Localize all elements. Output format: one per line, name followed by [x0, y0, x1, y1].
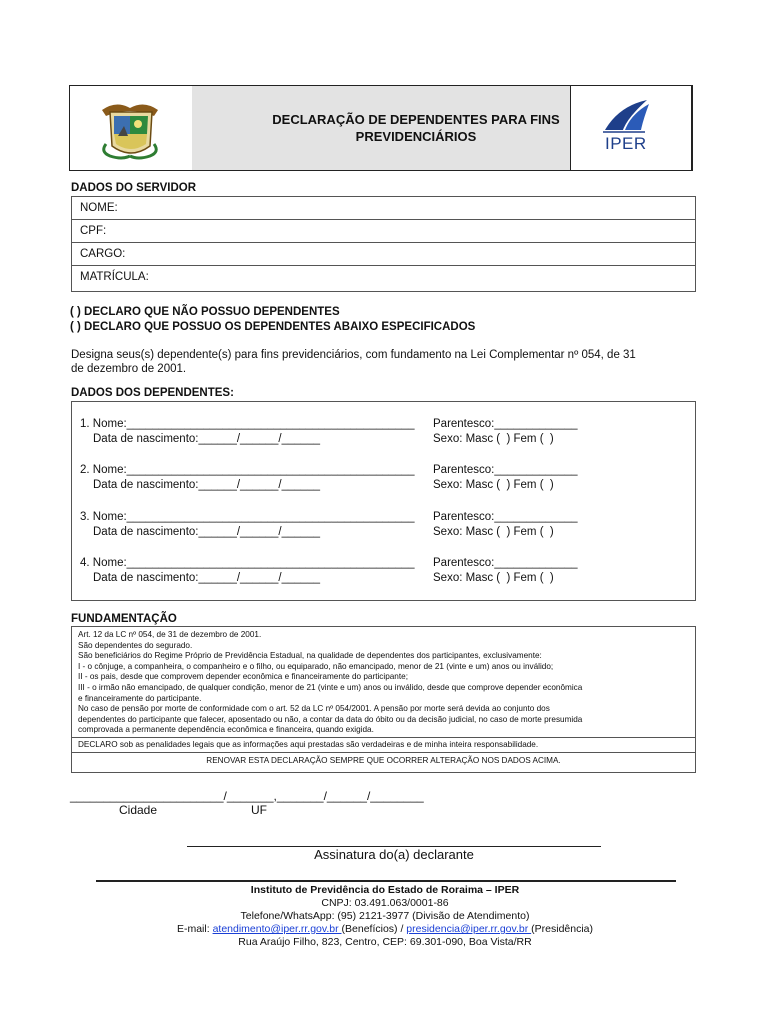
dependente-2-nome[interactable]: 2. Nome:_____________________________________________ — [80, 464, 415, 476]
fund-declaro: DECLARO sob as penalidades legais que as informações aqui prestadas são verdadeiras e de minha inteira responsabilidade. — [78, 740, 539, 749]
fund-line: II - os pais, desde que comprovem depender econômica e financeiramente do participante; — [78, 672, 408, 682]
fund-separator — [72, 737, 695, 738]
declaro-nao-possuo[interactable]: ( ) DECLARO QUE NÃO POSSUO DEPENDENTES — [70, 306, 340, 318]
servidor-section-title: DADOS DO SERVIDOR — [71, 182, 197, 194]
fund-separator — [72, 752, 695, 753]
uf-label: UF — [251, 803, 267, 817]
coat-of-arms-icon — [70, 86, 192, 170]
servidor-box — [71, 196, 696, 292]
fund-renovar: RENOVAR ESTA DECLARAÇÃO SEMPRE QUE OCORRER ALTERAÇÃO NOS DADOS ACIMA. — [206, 756, 561, 765]
dependente-3-nome[interactable]: 3. Nome:_____________________________________________ — [80, 511, 415, 523]
signature-label: Assinatura do(a) declarante — [314, 847, 474, 862]
fundamentacao-box — [71, 626, 696, 773]
footer-institute: Instituto de Previdência do Estado de Roraima – IPER — [250, 884, 520, 896]
fund-line: São beneficiários do Regime Próprio de Previdência Estadual, na qualidade de dependentes dos participantes, exclusivamente: — [78, 651, 542, 661]
footer-endereco: Rua Araújo Filho, 823, Centro, CEP: 69.301-090, Boa Vista/RR — [238, 936, 532, 948]
iper-logo-text: IPER — [605, 134, 647, 153]
email-presidencia-link[interactable]: presidencia@iper.rr.gov.br — [406, 923, 532, 935]
fundamentacao-text — [78, 630, 690, 736]
email-atendimento-link[interactable]: atendimento@iper.rr.gov.br — [212, 923, 342, 935]
dependente-3-nascimento[interactable]: Data de nascimento:______/______/______ — [93, 526, 320, 538]
dependente-4-nome[interactable]: 4. Nome:_____________________________________________ — [80, 557, 415, 569]
field-cargo[interactable]: CARGO: — [72, 243, 695, 266]
email2-suffix: (Presidência) — [531, 923, 594, 935]
dependentes-section-title: DADOS DOS DEPENDENTES: — [71, 387, 234, 399]
footer-cnpj: CNPJ: 03.491.063/0001-86 — [321, 897, 449, 909]
title-line-1: DECLARAÇÃO DE DEPENDENTES PARA FINS — [272, 112, 560, 127]
field-cpf[interactable]: CPF: — [72, 220, 695, 243]
fund-line: e financeiramente do participante. — [78, 693, 202, 703]
dependente-3-sexo[interactable]: Sexo: Masc ( ) Fem ( ) — [433, 526, 554, 538]
title-line-2: PREVIDENCIÁRIOS — [355, 129, 477, 144]
fund-line: dependentes do participante que falecer, aposentado ou não, a contar da data do óbito ou da decisão judicial, no caso de morte presumida — [78, 714, 583, 724]
dependente-4-nascimento[interactable]: Data de nascimento:______/______/______ — [93, 572, 320, 584]
footer-rule — [96, 880, 676, 882]
email1-suffix: (Benefícios) / — [341, 923, 407, 935]
dependente-2-sexo[interactable]: Sexo: Masc ( ) Fem ( ) — [433, 479, 554, 491]
designa-line-2: de dezembro de 2001. — [71, 363, 187, 375]
field-matricula[interactable]: MATRÍCULA: — [80, 271, 149, 283]
dependente-1-sexo[interactable]: Sexo: Masc ( ) Fem ( ) — [433, 433, 554, 445]
iper-logo — [597, 98, 669, 160]
footer — [80, 884, 690, 949]
declaro-possuo[interactable]: ( ) DECLARO QUE POSSUO OS DEPENDENTES ABAIXO ESPECIFICADOS — [70, 321, 476, 333]
dependente-4-sexo[interactable]: Sexo: Masc ( ) Fem ( ) — [433, 572, 554, 584]
fund-line: Art. 12 da LC nº 054, de 31 de dezembro de 2001. — [78, 630, 262, 639]
footer-email — [80, 923, 690, 936]
dependente-1-parentesco[interactable]: Parentesco:_____________ — [433, 418, 578, 430]
fund-line: I - o cônjuge, a companheira, o companheiro e o filho, ou equiparado, não emancipado, menor de 21 (vinte e um) anos ou inválido; — [78, 661, 554, 671]
local-data-line[interactable]: _______________________/_______,_______/______/________ — [70, 789, 424, 803]
dependente-3-parentesco[interactable]: Parentesco:_____________ — [433, 511, 578, 523]
dependentes-box — [71, 401, 696, 601]
email-prefix: E-mail: — [176, 923, 213, 935]
state-coat-of-arms — [70, 86, 193, 170]
fund-line: III - o irmão não emancipado, de qualquer condição, menor de 21 (vinte e um) anos ou inválido, desde que comprove depender econômica — [78, 682, 583, 692]
dependente-1-nascimento[interactable]: Data de nascimento:______/______/______ — [93, 433, 320, 445]
fund-line: No caso de pensão por morte de conformidade com o art. 52 da LC nº 054/2001. A pensão por morte será devida ao conjunto dos — [78, 704, 550, 714]
fund-line: São dependentes do segurado. — [78, 640, 193, 650]
footer-telefone: Telefone/WhatsApp: (95) 2121-3977 (Divisão de Atendimento) — [240, 910, 530, 922]
cidade-label: Cidade — [119, 803, 158, 817]
dependente-4-parentesco[interactable]: Parentesco:_____________ — [433, 557, 578, 569]
dependente-2-parentesco[interactable]: Parentesco:_____________ — [433, 464, 578, 476]
field-nome[interactable]: NOME: — [72, 197, 695, 220]
dependente-2-nascimento[interactable]: Data de nascimento:______/______/______ — [93, 479, 320, 491]
fund-line: comprovada a permanente dependência econômica e financeira, quando exigida. — [78, 725, 374, 735]
fundamentacao-section-title: FUNDAMENTAÇÃO — [71, 613, 177, 625]
header-right-border — [692, 85, 693, 171]
dependente-1-nome[interactable]: 1. Nome:_____________________________________________ — [80, 418, 415, 430]
designa-line-1: Designa seus(s) dependente(s) para fins previdenciários, com fundamento na Lei Complementar nº 054, de 31 — [71, 349, 636, 361]
